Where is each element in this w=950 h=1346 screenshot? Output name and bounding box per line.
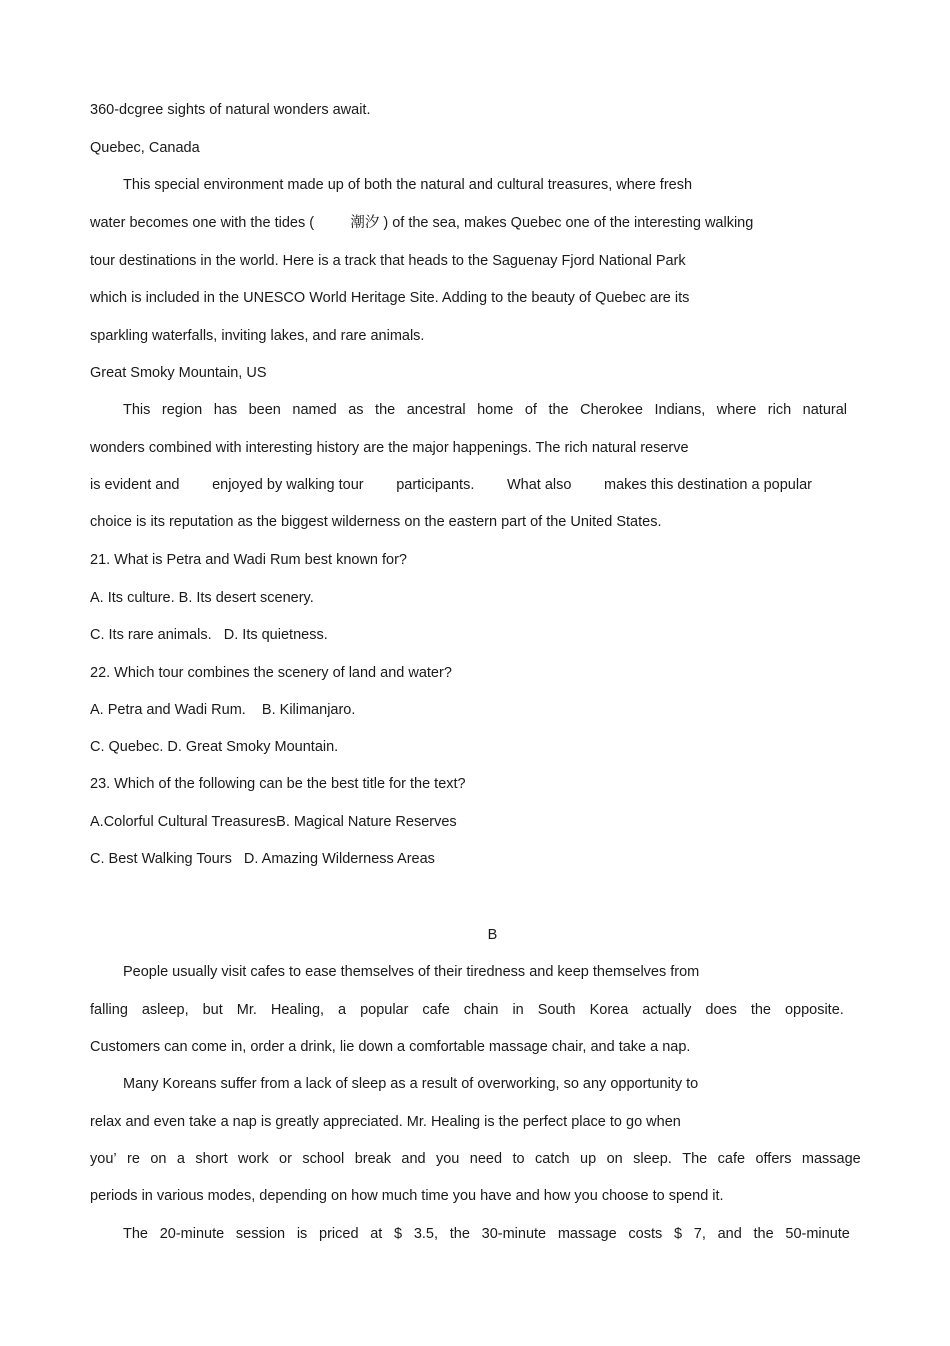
word: cafe [422,1002,450,1018]
word: South [537,1002,576,1018]
word: in [512,1002,524,1018]
question-23-options-ab: A.Colorful Cultural TreasuresB. Magical Nature Reserves [90,814,457,830]
word: where [716,402,757,418]
word: been [248,402,281,418]
word: work [238,1151,269,1167]
word: actually [642,1002,692,1018]
text-line: This special environment made up of both the natural and cultural treasures, where fresh [123,177,693,193]
word: re [127,1151,140,1167]
word: 20-minute [159,1226,225,1242]
word: priced [319,1226,359,1242]
justified-line [90,1150,861,1168]
phrase: participants. [396,477,475,493]
word: This [123,402,151,418]
word: $ [673,1226,683,1242]
question-22: 22. Which tour combines the scenery of land and water? [90,665,452,681]
word: the [375,402,396,418]
question-21-options-cd: C. Its rare animals. D. Its quietness. [90,627,328,643]
word: opposite. [784,1002,844,1018]
word: at [370,1226,383,1242]
phrase: What also [506,477,572,493]
word: Korea [589,1002,629,1018]
word: home [477,402,514,418]
phrase: makes this destination a popular [604,477,812,493]
question-21-options-ab: A. Its culture. B. Its desert scenery. [90,590,314,606]
word: Mr. [236,1002,257,1018]
word: The [123,1226,148,1242]
justified-line [123,401,847,419]
word: up [580,1151,597,1167]
word: you’ [90,1151,117,1167]
word: 30-minute [481,1226,547,1242]
text-line: sparkling waterfalls, inviting lakes, and rare animals. [90,328,425,344]
word: $ [394,1226,403,1242]
question-21: 21. What is Petra and Wadi Rum best known for? [90,552,407,568]
word: short [195,1151,228,1167]
justified-line [90,476,812,494]
word: a [338,1002,347,1018]
word: named [292,402,337,418]
word: cafe [717,1151,746,1167]
text-line: Customers can come in, order a drink, lie down a comfortable massage chair, and take a nap. [90,1039,691,1055]
text-line: periods in various modes, depending on how much time you have and how you choose to spend it. [90,1188,724,1204]
word: 3.5, [413,1226,439,1242]
word: ancestral [406,402,466,418]
text-line: tour destinations in the world. Here is a track that heads to the Saguenay Fjord National Park [90,253,686,269]
word: The [682,1151,708,1167]
word: rich [767,402,792,418]
word: is [296,1226,308,1242]
word: and [717,1226,742,1242]
section-heading-b: B [487,927,498,943]
word: 50-minute [785,1226,850,1242]
text-line: 360-dcgree sights of natural wonders await. [90,102,371,118]
word: chain [463,1002,499,1018]
word: but [202,1002,223,1018]
justified-line [90,1001,844,1019]
word: or [279,1151,292,1167]
question-22-options-cd: C. Quebec. D. Great Smoky Mountain. [90,739,339,755]
question-23: 23. Which of the following can be the best title for the text? [90,776,466,792]
text-line: People usually visit cafes to ease themselves of their tiredness and keep themselves from [123,964,700,980]
word: and [401,1151,426,1167]
word: falling [90,1002,128,1018]
text-line: relax and even take a nap is greatly appreciated. Mr. Healing is the perfect place to go when [90,1114,681,1130]
word: need [469,1151,503,1167]
word: Indians, [654,402,706,418]
phrase: enjoyed by walking tour [212,477,364,493]
word: of [524,402,537,418]
word: a [176,1151,185,1167]
word: the [753,1226,774,1242]
word: asleep, [141,1002,189,1018]
word: the [750,1002,771,1018]
word: natural [802,402,847,418]
word: does [705,1002,737,1018]
word: catch [534,1151,570,1167]
word: costs [628,1226,663,1242]
text-line: choice is its reputation as the biggest wilderness on the eastern part of the United States. [90,514,662,530]
phrase: is evident and [90,477,180,493]
word: has [213,402,238,418]
justified-line [123,1225,850,1243]
word: the [449,1226,470,1242]
word: region [161,402,203,418]
text-line: which is included in the UNESCO World Heritage Site. Adding to the beauty of Quebec are its [90,290,690,306]
heading-quebec: Quebec, Canada [90,140,200,156]
question-23-options-cd: C. Best Walking Tours D. Amazing Wilderness Areas [90,851,435,867]
question-22-options-ab: A. Petra and Wadi Rum. B. Kilimanjaro. [90,702,356,718]
word: offers [755,1151,792,1167]
word: on [606,1151,623,1167]
word: massage [801,1151,861,1167]
word: the [548,402,569,418]
word: sleep. [633,1151,672,1167]
word: as [348,402,364,418]
text-line: wonders combined with interesting history are the major happenings. The rich natural reserve [90,440,689,456]
word: you [435,1151,460,1167]
text-line: water becomes one with the tides ( 潮汐 ) of the sea, makes Quebec one of the interesting walking [90,215,754,231]
word: massage [557,1226,617,1242]
word: break [354,1151,391,1167]
word: session [235,1226,286,1242]
heading-great-smoky: Great Smoky Mountain, US [90,365,267,381]
word: Cherokee [580,402,643,418]
word: Healing, [270,1002,325,1018]
word: popular [360,1002,409,1018]
text-line: Many Koreans suffer from a lack of sleep as a result of overworking, so any opportunity to [123,1076,699,1092]
word: on [150,1151,167,1167]
word: to [512,1151,525,1167]
word: 7, [693,1226,706,1242]
word: school [302,1151,345,1167]
